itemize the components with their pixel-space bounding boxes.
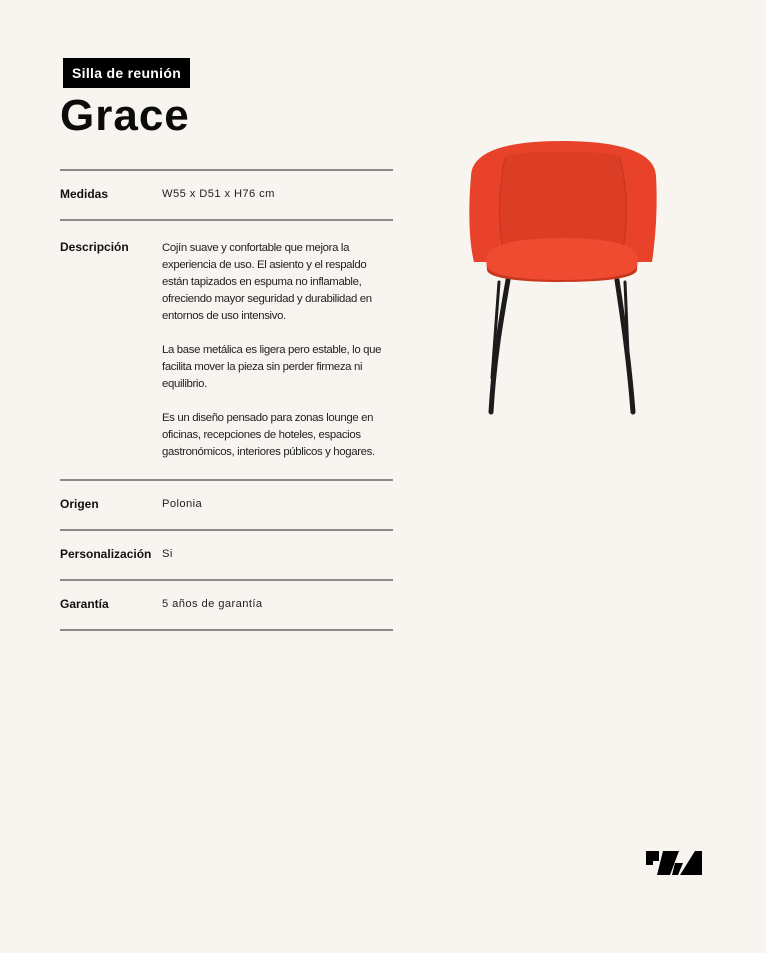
- chair-legs: [491, 280, 633, 412]
- spec-label-description: Descripción: [60, 240, 129, 254]
- spec-label-origin: Origen: [60, 497, 99, 511]
- description-paragraph: La base metálica es ligera pero estable, lo que facilita mover la pieza sin perder firmeza ni equilibrio.: [162, 344, 382, 390]
- spec-value-dimensions: W55 x D51 x H76 cm: [162, 187, 275, 200]
- spec-row-description: [60, 221, 393, 481]
- category-badge: Silla de reunión: [63, 58, 190, 88]
- spec-row-origin: [60, 481, 393, 531]
- brand-logo-icon: [645, 850, 703, 876]
- description-paragraph: Es un diseño pensado para zonas lounge en oficinas, recepciones de hoteles, espacios gastronómicos, interiores públicos y hogares.: [162, 412, 375, 458]
- chair-illustration: [440, 120, 680, 430]
- chair-backrest-inner: [499, 152, 626, 247]
- spec-label-warranty: Garantía: [60, 597, 109, 611]
- spec-value-description: [162, 240, 393, 461]
- description-paragraph: Cojín suave y confortable que mejora la experiencia de uso. El asiento y el respaldo están tapizados en espuma no inflamable, ofreciendo mayor seguridad y durabilidad en entornos de uso intensivo.: [162, 242, 372, 322]
- product-title: Grace: [60, 91, 190, 140]
- chair-seat: [486, 238, 638, 281]
- spec-table: [60, 169, 393, 631]
- spec-row-dimensions: [60, 171, 393, 221]
- spec-row-warranty: [60, 581, 393, 631]
- spec-value-warranty: 5 años de garantía: [162, 597, 263, 610]
- spec-row-customization: [60, 531, 393, 581]
- spec-label-customization: Personalización: [60, 547, 152, 561]
- spec-value-customization: Si: [162, 547, 173, 560]
- spec-label-dimensions: Medidas: [60, 187, 109, 201]
- spec-value-origin: Polonia: [162, 497, 203, 510]
